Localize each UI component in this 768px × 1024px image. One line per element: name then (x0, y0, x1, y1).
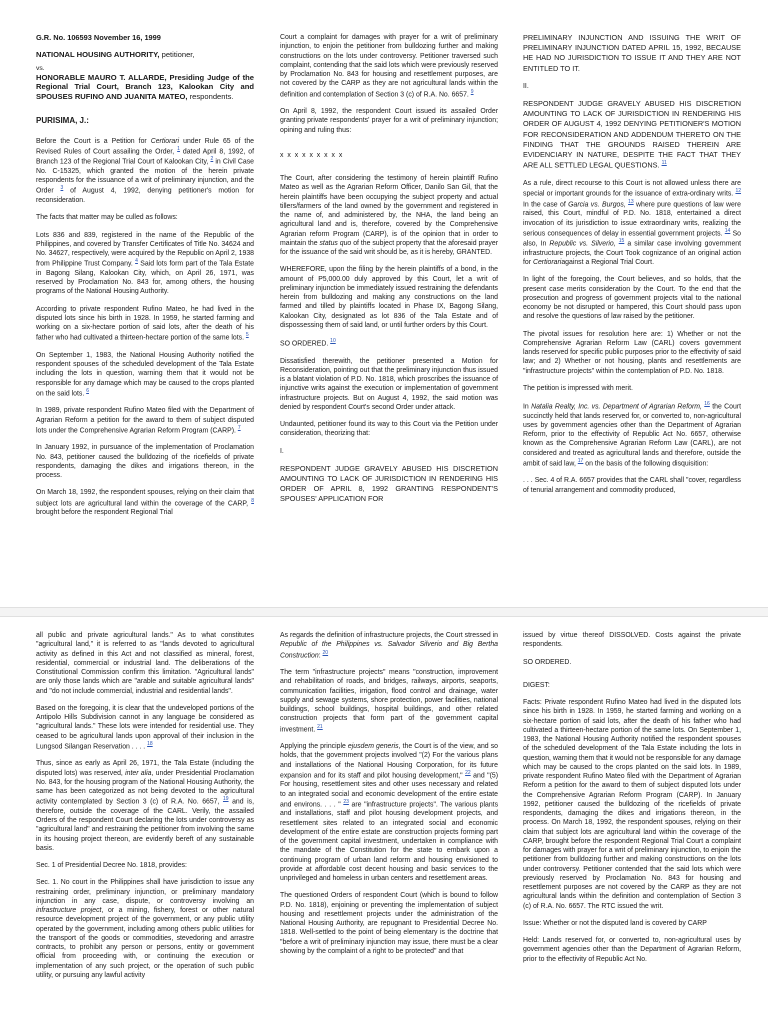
paragraph: Before the Court is a Petition for Certiorari under Rule 65 of the Revised Rules of Court assailing the Order, $^1$ dated April 8, 1992, of Branch 123 of the Regional Trial Court of Kalookan City, $^2$ in Civil Case No. C-15325, which granted the motion of the herein private respondents for the issuance of a writ of preliminary injunction, and the Order $^3$ of August 4, 1992, denying petitioner's motion for reconsideration. (36, 137, 255, 204)
page1-column-3 (523, 33, 741, 503)
footnote-link[interactable]: 22 (465, 769, 471, 776)
footnote-link[interactable]: 23 (343, 798, 349, 805)
footnote-link[interactable]: 2 (210, 156, 214, 163)
footnote-link[interactable]: 5 (245, 332, 249, 339)
footnote-link[interactable]: 12 (735, 188, 742, 195)
paragraph: issued by virtue thereof DISSOLVED. Costs against the private respondents. (523, 632, 741, 649)
case-number-title: G.R. No. 106593 November 16, 1999 (36, 33, 161, 42)
paragraph: As a rule, direct recourse to this Court is not allowed unless there are special or important grounds for the issuance of extra-ordinary writs. $^{12}$ In the case of Garcia vs. Burgos, $^{13}$ where pure questions of law were raised, this Court, mindful of P.D. No. 1818, entertained a direct invocation of its jurisdiction to issue extraordinary writs, realizing the serious consequences of delay in essential government projects. $^{14}$ So also, In Republic vs. Silverio, $^{15}$ a similar case involving government infrastructure projects, the Court Took cognizance of an original action for Certiorariagainst a Regional Trial Court. (523, 179, 742, 267)
page-separator (0, 607, 768, 617)
digest-held: Held: Lands reserved for, or converted to, non-agricultural uses by government agencies other than the Department of Agrarian Reform, prior to the effectivity of Republic Act No. (523, 937, 741, 963)
footnote-link[interactable]: 20 (322, 649, 329, 656)
footnote-link[interactable]: 3 (60, 185, 64, 192)
assignment-of-error: PRELIMINARY INJUNCTION AND ISSUING THE WRIT OF PRELIMINARY INJUNCTION DATED APRIL 15, 1992, BECAUSE HE HAD NO JURISDICTION TO ISSUE IT AND THEY ARE NOT ENTITLED TO IT. (523, 33, 741, 73)
ponente-heading: PURISIMA, J.: (36, 115, 89, 125)
paragraph: Applying the principle ejusdem generis, the Court is of the view, and so holds, that the government projects involved "(2) For the various plans and installations of the National Housing Corporation, for its future expansion and for its staff and pilot housing development," $^{22}$ and "(5) For housing, resettlement sites and other uses necessary and related to an integrated social and economic development of the entire estate and environs. . . . " $^{23}$ are "infrastructure projects". The various plants and installations, staff and pilot housing development projects, and resettlement sites related to an integrated social and economic development of the entire estate are construction projects forming part of the government capital investment, undertaken in compliance with the mandate of the Constitution for the state to embark upon a continuing program of urban land reform and housing envisioned to provide at affordable cost decent housing and basic services to the unprivileged and homeless in urban centers and resettlement areas. (280, 743, 499, 883)
page2-column-1 (36, 631, 254, 988)
footnote-link[interactable]: 14 (724, 227, 731, 234)
quoted-paragraph: Based on the foregoing, it is clear that the undeveloped portions of the Antipolo Hills Subdivision cannot in any language be considered as "agricultural lands." These lots were intended for residential use. They ceased to be agricultural lands upon approval of their inclusion in the Lungsod Silangan Reservation . . . . $^{18}$ (36, 704, 254, 751)
paragraph: The petition is impressed with merit. (523, 384, 633, 392)
footnote-link[interactable]: 11 (661, 160, 667, 167)
paragraph: On September 1, 1983, the National Housing Authority notified the respondent spouses of the scheduled development of the Tala Estate including the lots in question, warning them that it would not be responsible for any damage which may be caused to the crops planted on the said lots. $^6$ (36, 351, 254, 398)
footnote-link[interactable]: 19 (222, 796, 229, 803)
digest-facts: Facts: Private respondent Rufino Mateo had lived in the disputed lots since his birth in 1928. In 1959, he started farming and working on a six-hectare portion of said lots, after the death of his father who had cultivated a thirteen-hectare portion of the same lots. On September 1, 1983, the National Housing Authority notified the respondent spouses of the scheduled development of the Tala Estate including the lots in question, warning them that it would not be responsible for any damage which may be caused to the crops planted on the said lots. In 1989, private respondent Rufino Mateo filed with the Department of Agrarian Reform a petition for the award to them of subject disputed lots under the Comprehensive Agrarian Reform Program (CARP). In January 1992, petitioner caused the bulldozing of the ricefields of private respondents, damaging the dikes and irrigations thereon, in the process. On March 18, 1992, the respondent spouses, relying on their claim that subject lots are agricultural land within the coverage of the CARP, brought before the respondent Regional Trial Court a complaint for damages with prayer for a writ of preliminary injunction, to enjoin the petitioner from bulldozing further and making constructions on the lots under controversy. Petitioner contended that the said lots which were previously reserved by Proclamation No. 843 for housing and resettlement purposes are not covered by the CARP as they are not agricultural lands within the definition and contemplation of Section 3 (c) of R.A. No. 6657. The RTC issued the writ. (523, 699, 741, 910)
so-ordered: SO ORDERED. (523, 658, 572, 666)
paragraph: Lots 836 and 839, registered in the name of the Republic of the Philippines, and covered by Transfer Certificates of Title No. 34624 and No. 34627, respectively, were acquired by the Republic on April 2, 1938 from Philippine Trust Company. $^4$ Said lots form part of the Tala Estate in Bagong Silang, Kalookan City, which, on April 26, 1971, was reserved by Proclamation No. 843 for, among others, the housing programs of the National Housing Authority. (36, 231, 254, 296)
versus-label: vs. (36, 64, 45, 72)
footnote-link[interactable]: 18 (147, 740, 153, 747)
footnote-link[interactable]: 13 (628, 198, 634, 205)
digest-heading: DIGEST: (523, 681, 550, 689)
paragraph: In light of the foregoing, the Court believes, and so holds, that the present case merits consideration by the Court. To the end that the prosecution and progress of government projects vital to the national economy be not disrupted or hampered, this Court should pass upon and resolve the questions of law raised by the petitioner. (523, 276, 741, 321)
quoted-order: WHEREFORE, upon the filing by the herein plaintiffs of a bond, in the amount of P5,000.00 duly approved by this Court, let a writ of preliminary injunction be immediately issued restraining the defendants herein from bulldozing and making any constructions on the land farmed and tilled by plaintiffs located in Phase IX, Bagong Silang, Kalookan City, designated as lot 836 of the Tala Estate and of dispossessing them of said land, or until further orders by this Court. (280, 266, 498, 329)
footnote-link[interactable]: 6 (86, 387, 89, 394)
paragraph: Thus, since as early as April 26, 1971, the Tala Estate (including the disputed lots) was reserved, inter alia, under Presidential Proclamation No. 843, for the housing program of the National Housing Authority, the same has been categorized as not being devoted to the agricultural activity contemplated by Section 3 (c) of R.A. No. 6657, $^{19}$ and is, therefore, outside the coverage of the CARL. Verily, the assailed Orders of the respondent Court declaring the lots under controversy as "agricultural land" and restraining the petitioner from involving the same in its housing project thereon, are evidently bereft of any sustainable basis. (36, 760, 255, 852)
footnote-link[interactable]: 4 (135, 258, 138, 265)
paragraph: As regards the definition of infrastructure projects, the Court stressed in Republic of the Philippines vs. Salvador Silverio and Big Bertha Construction: $^{20}$ (280, 632, 498, 659)
quoted-paragraph: The term "infrastructure projects" means "construction, improvement and rehabilitation of roads, and bridges, railways, airports, seaports, communication facilities, irrigation, flood control and drainage, water supply and sewage systems, shore protection, power facilities, national buildings, school buildings, hospital buildings, and other related construction projects that form part of the government capital investment. $^{21}$ (280, 669, 498, 733)
paragraph: Undaunted, petitioner found its way to this Court via the Petition under consideration, theorizing that: (280, 421, 498, 438)
footnote-link[interactable]: 15 (618, 238, 625, 245)
quoted-paragraph: Sec. 1. No court in the Philippines shall have jurisdiction to issue any restraining order, preliminary injunction, or preliminary mandatory injunction in any case, dispute, or controversy involving an infrastructure project, or a mining, fishery, forest or other natural resource development project of the government, or any public utility operated by the government, including among others public utilities for the transport of the goods or commodities, stevedoring and arrastre contracts, to prohibit any person or persons, entity or government official from proceeding with, or continuing the execution or implementation of any such project, or the operation of such public utility, or pursuing any lawful activity (36, 879, 254, 979)
page2-column-2 (280, 631, 498, 964)
quoted-order: The Court, after considering the testimony of herein plaintiff Rufino Mateo as well as the Agrarian Reform Officer, Danilo San Gil, that the herein plaintiffs have been occupying the subject property and actual tillers/farmers of the land owned by the government and registered in the name of, and administered by, the NHA, the land being an agricultural land and is, therefore, covered by the Comprehensive Agrarian reform Program (CARP), is of the opinion that in order to maintain the status quo of the subject property that the aforesaid prayer for the issuance of the said writ should be, as it is hereby, GRANTED. (280, 175, 498, 257)
paragraph: In January 1992, in pursuance of the implementation of Proclamation No. 843, petitioner caused the bulldozing of the ricefields of private respondents, damaging the dikes and irrigations thereon, in the process. (36, 444, 254, 480)
document-page-2 (0, 617, 768, 1024)
footnote-link[interactable]: 8 (251, 497, 254, 504)
so-ordered: SO ORDERED. $^{10}$ (280, 338, 336, 348)
paragraph: On April 8, 1992, the respondent Court issued its assailed Order granting private respondents' prayer for a writ of preliminary injunction; opining and ruling thus: (280, 108, 498, 134)
footnote-link[interactable]: 21 (317, 723, 323, 730)
footnote-link[interactable]: 17 (577, 457, 584, 464)
assignment-of-error: RESPONDENT JUDGE GRAVELY ABUSED HIS DISCRETION AMOUNTING TO LACK OF JURISDICTION IN RENDERING HIS ORDER OF AUGUST 4, 1992 DENYING PETITIONER'S MOTION FOR RECONSIDERATION AND ADDENDUM THERETO ON THE FINDING THAT THE GROUNDS RAISED THEREIN ARE EVIDENCIARY IN NATURE, DESPITE THE FACT THAT THEY ARE ALL SETTLED LEGAL QUESTIONS. $^{11}$ (523, 99, 741, 170)
paragraph: On March 18, 1992, the respondent spouses, relying on their claim that subject lots are agricultural land within the coverage of the CARP, $^8$ brought before the respondent Regional Trial (36, 489, 254, 517)
footnote-link[interactable]: 9 (470, 88, 474, 95)
party-petitioner: NATIONAL HOUSING AUTHORITY, petitioner, (36, 49, 195, 59)
footnote-link[interactable]: 7 (237, 424, 241, 431)
quoted-paragraph: all public and private agricultural lands." As to what constitutes "agricultural land," it is referred to as "lands devoted to agricultural activity as defined in this Act and not classified as mineral, forest, residential, commercial or industrial land. The deliberations of the Constitutional Commission confirm this limitation. "Agricultural lands" are only those lands which are "arable and suitable agricultural lands" and "do not include commercial, industrial and residential lands". (36, 632, 254, 695)
paragraph: Dissatisfied therewith, the petitioner presented a Motion for Reconsideration, pointing out that the preliminary injunction thus issued is a blatant violation of P.D. No. 1818, which proscribes the issuance of injunctive writs against the execution or implementation of government infrastructure projects. But on August 4, 1992, the said motion was denied by respondent Court's second Order under attack. (280, 357, 498, 411)
footnote-link[interactable]: 1 (177, 145, 180, 152)
page1-column-2 (280, 33, 498, 513)
paragraph: The questioned Orders of respondent Court (which is bound to follow P.D. No. 1818), enjoining or preventing the implementation of subject housing and resettlement projects under the administration of the National Housing Authority, are repugnant to Presidential Decree No. 1818. Well-settled to the point of being elementary is the doctrine that "before a writ of preliminary injunction may issue, there must be a clear showing by the complaint of a right to be protected" and that (280, 892, 498, 955)
paragraph: According to private respondent Rufino Mateo, he had lived in the disputed lots since his birth in 1928. In 1959, he started farming and working on a six-hectare portion of said lots, after the death of his father who had cultivated a thirteen-hectare portion of the same lots. $^5$ (36, 305, 254, 342)
elision-marker: x x x x x x x x x (280, 151, 344, 159)
quoted-paragraph: . . . Sec. 4 of R.A. 6657 provides that the CARL shall "cover, regardless of tenurial arrangement and commodity produced, (523, 477, 741, 494)
page2-column-3 (523, 631, 741, 972)
paragraph: Sec. 1 of Presidential Decree No. 1818, provides: (36, 862, 187, 870)
page1-column-1 (36, 33, 254, 525)
assignment-of-error: RESPONDENT JUDGE GRAVELY ABUSED HIS DISCRETION AMOUNTING TO LACK OF JURISDICTION IN RENDERING HIS ORDER OF APRIL 8, 1992 GRANTING RESPONDENT'S SPOUSES' APPLICATION FOR (280, 463, 498, 504)
digest-issue: Issue: Whether or not the disputed land is covered by CARP (523, 919, 707, 927)
paragraph: The facts that matter may be culled as follows: (36, 214, 178, 222)
party-respondents: HONORABLE MAURO T. ALLARDE, Presiding Judge of the Regional Trial Court, Branch 123, Kalookan City and SPOUSES RUFINO AND JUANITA MATEO, respondents. (36, 72, 254, 102)
paragraph: In Natalia Realty, Inc. vs. Department of Agrarian Reform, $^{16}$ the Court succinctly held that lands reserved for, or converted to, non-agricultural uses by government agencies other than the Department of Agrarian Reform, prior to the effectivity of Republic Act No. 6657, otherwise known as the Comprehensive Agrarian Reform Law (CARL), are not considered and treated as agricultural lands and therefore, outside the ambit of said law, $^{17}$ on the basis of the following disquisition: (523, 401, 741, 468)
assignment-number: II. (523, 82, 529, 90)
paragraph: Court a complaint for damages with prayer for a writ of preliminary injunction, to enjoin the petitioner from bulldozing further and making constructions on the lots under controversy. Petitioner traversed such complaint, contending that the said lots which were previously reserved by Proclamation No. 843 for housing and resettlement purposes, are not covered by the CARP as they are not agricultural lands within the definition and contemplation of Section 3 (c) of R.A. No. 6657. $^9$ (280, 34, 498, 98)
paragraph: In 1989, private respondent Rufino Mateo filed with the Department of Agrarian Reform a petition for the award to them of subject disputed lots under the Comprehensive Agrarian Reform Program (CARP). $^7$ (36, 407, 254, 435)
paragraph: The pivotal issues for resolution here are: 1) Whether or not the Comprehensive Agrarian Reform Law (CARL) covers government lands reserved for specific public purposes prior to the effectivity of said law; and 2) Whether or not housing, plants and resettlements are "infrastructure projects" within the contemplation of P.D. No. 1818. (523, 330, 741, 375)
footnote-link[interactable]: 16 (704, 401, 710, 408)
assignment-number: I. (280, 447, 284, 455)
footnote-link[interactable]: 10 (330, 338, 336, 345)
